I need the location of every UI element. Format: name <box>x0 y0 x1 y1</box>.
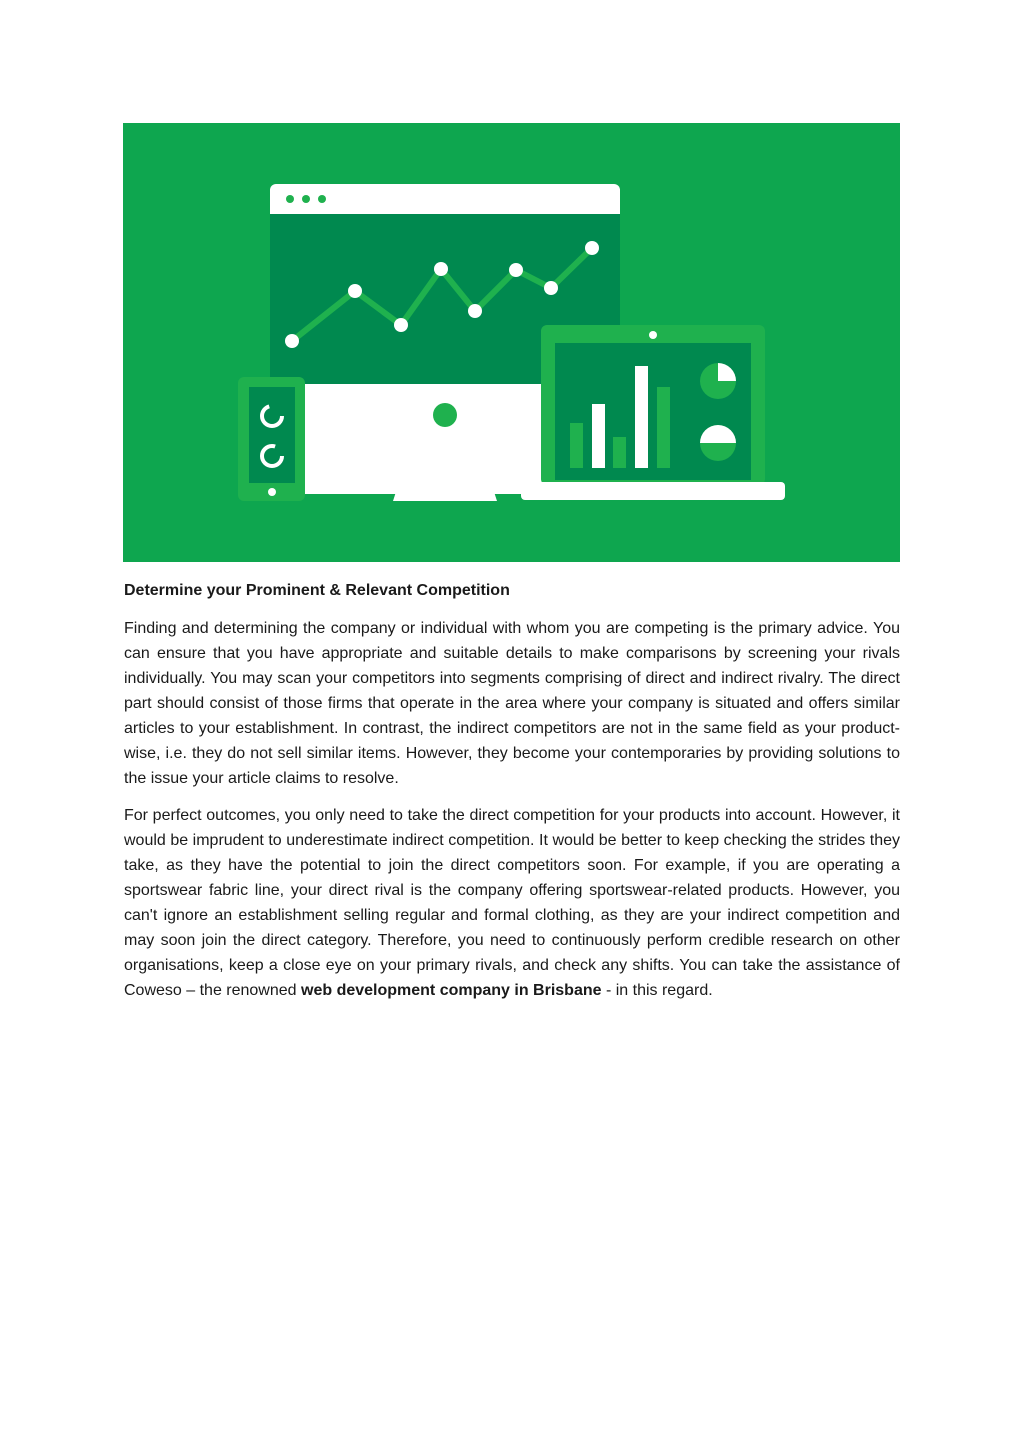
article-heading: Determine your Prominent & Relevant Competition <box>124 582 510 599</box>
paragraph-2-text: For perfect outcomes, you only need to take the direct competition for your products into account. However, it would be imprudent to underestimate indirect competition. It would be better to keep checking the strides they take, as they have the potential to join the direct competitors soon. For example, if you are operating a sportswear fabric line, your direct rival is the company offering sportswear-related products. However, you can't ignore an establishment selling regular and formal clothing, as they are your indirect competition and may soon join the direct category. Therefore, you need to continuously perform credible research on other organisations, keep a close eye on your primary rivals, and check any shifts. You can take the assistance of Coweso – the renowned <box>124 807 900 999</box>
article-paragraph-1: Finding and determining the company or individual with whom you are competing is the primary advice. You can ensure that you have appropriate and suitable details to make comparisons by screening your rivals individually. You may scan your competitors into segments comprising of direct and indirect rivalry. The direct part should consist of those firms that operate in the area where your company is situated and offers similar articles to your establishment. In contrast, the indirect competitors are not in the same field as your product-wise, i.e. they do not sell similar items. However, they become your contemporaries by providing solutions to the issue your article claims to resolve. <box>124 620 900 787</box>
article <box>124 578 900 1015</box>
laptop-icon <box>521 325 785 500</box>
hero-illustration <box>123 123 900 562</box>
web-development-link[interactable]: web development company in Brisbane <box>301 982 602 999</box>
article-paragraph-2 <box>124 803 900 1003</box>
paragraph-2-end: - in this regard. <box>601 982 713 999</box>
phone-icon <box>238 377 305 501</box>
devices-analytics-illustration <box>123 123 900 562</box>
